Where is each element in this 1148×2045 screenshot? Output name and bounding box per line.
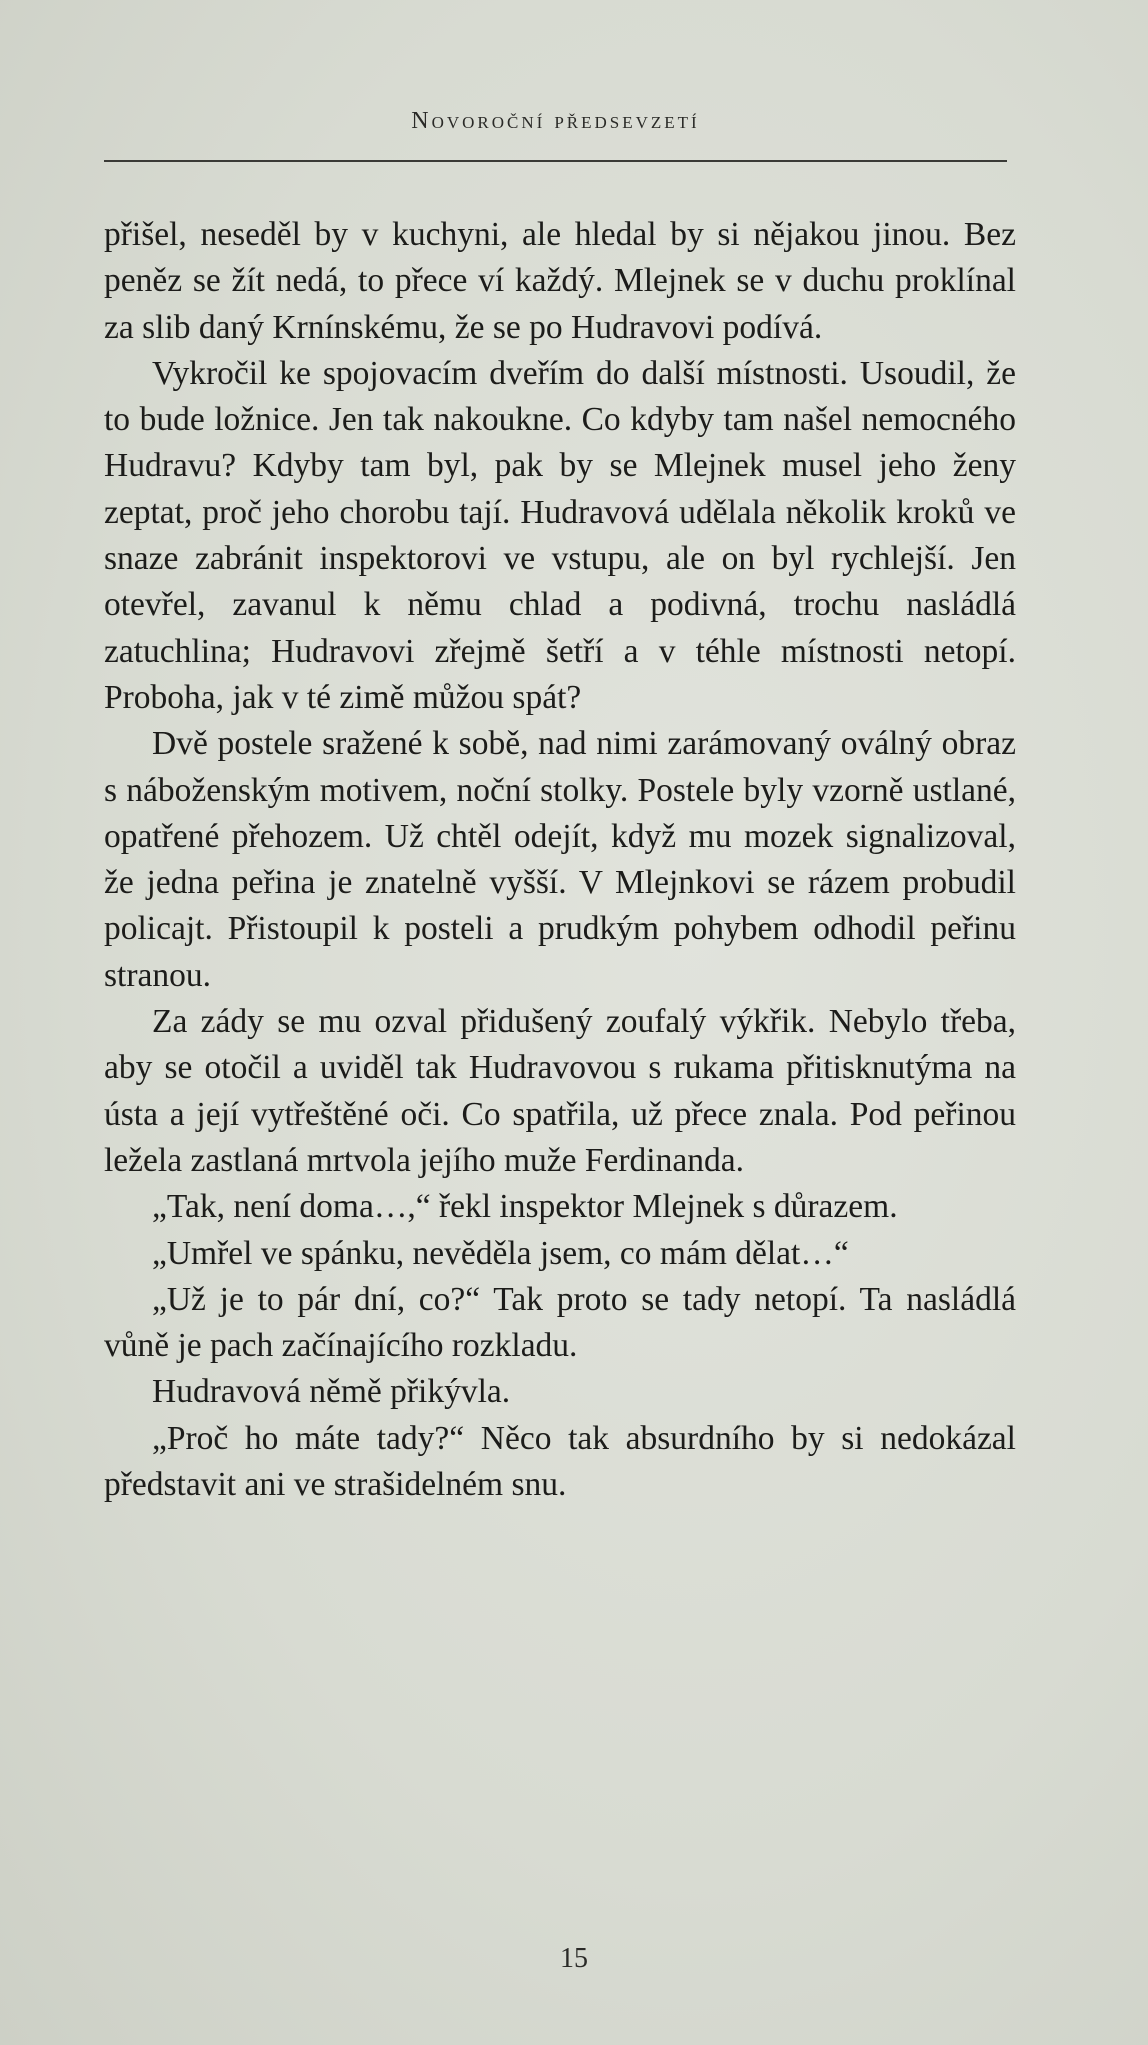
running-head: Novoroční předsevzetí	[411, 108, 700, 134]
paragraph: Dvě postele sražené k sobě, nad nimi zarámovaný oválný obraz s náboženským motivem, noční stolky. Postele byly vzorně ustlané, opatřené přehozem. Už chtěl odejít, když mu mozek signalizoval, že jedna peřina je znatelně vyšší. V Mlejnkovi se rázem probudil policajt. Přistoupil k posteli a prudkým pohybem odhodil peřinu stranou.	[104, 725, 1016, 994]
paragraph: „Umřel ve spánku, nevěděla jsem, co mám dělat…“	[152, 1234, 849, 1272]
body-text	[104, 212, 1016, 1508]
header-rule	[104, 160, 1007, 162]
paragraph: přišel, neseděl by v kuchyni, ale hledal by si nějakou jinou. Bez peněz se žít nedá, to přece ví každý. Mlejnek se v duchu proklínal za slib daný Krnínskému, že se po Hudravovi podívá.	[104, 216, 1016, 346]
paragraph: Za zády se mu ozval přidušený zoufalý výkřik. Nebylo třeba, aby se otočil a uviděl tak Hudravovou s rukama přitisknutýma na ústa a její vytřeštěné oči. Co spatřila, už přece znala. Pod peřinou ležela zastlaná mrtvola jejího muže Ferdinanda.	[104, 1003, 1016, 1179]
paragraph: Hudravová němě přikývla.	[152, 1373, 511, 1411]
page-number: 15	[560, 1943, 588, 1974]
paragraph: „Proč ho máte tady?“ Něco tak absurdního by si nedokázal představit ani ve strašidelném snu.	[104, 1419, 1016, 1504]
paragraph: „Už je to pár dní, co?“ Tak proto se tady netopí. Ta nasládlá vůně je pach začínajícího rozkladu.	[104, 1280, 1016, 1365]
paragraph: Vykročil ke spojovacím dveřím do další místnosti. Usoudil, že to bude ložnice. Jen tak nakoukne. Co kdyby tam našel nemocného Hudravu? Kdyby tam byl, pak by se Mlejnek musel jeho ženy zeptat, proč jeho chorobu tají. Hudravová udělala několik kroků ve snaze zabránit inspektorovi ve vstupu, ale on byl rychlejší. Jen otevřel, zavanul k němu chlad a podivná, trochu nasládlá zatuchlina; Hudravovi zřejmě šetří a v téhle místnosti netopí. Proboha, jak v té zimě můžou spát?	[104, 354, 1016, 716]
paragraph: „Tak, není doma…,“ řekl inspektor Mlejnek s důrazem.	[152, 1188, 898, 1226]
